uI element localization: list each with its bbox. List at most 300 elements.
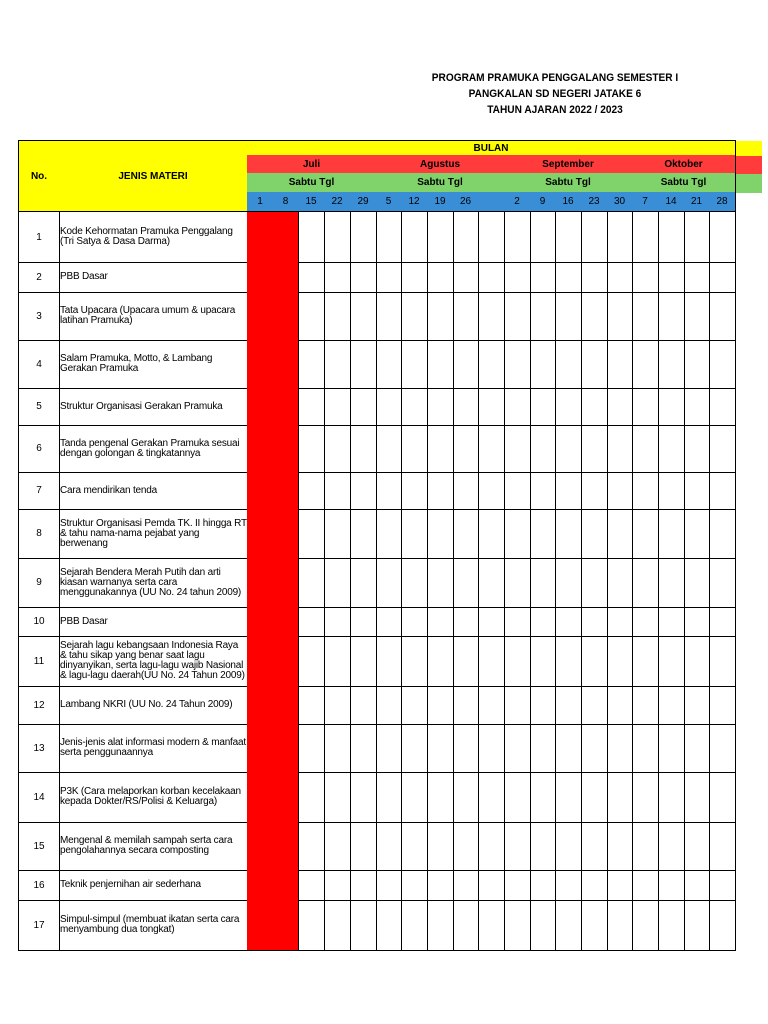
schedule-cell[interactable] — [504, 822, 531, 871]
schedule-cell[interactable] — [658, 509, 685, 559]
schedule-cell[interactable] — [298, 388, 325, 426]
schedule-cell[interactable] — [555, 425, 582, 473]
schedule-cell[interactable] — [684, 822, 710, 871]
schedule-cell[interactable] — [632, 724, 659, 773]
schedule-cell[interactable] — [709, 472, 736, 510]
schedule-cell[interactable] — [427, 340, 454, 389]
schedule-cell[interactable] — [530, 772, 556, 823]
schedule-cell[interactable] — [684, 870, 710, 901]
schedule-cell[interactable] — [530, 686, 556, 725]
schedule-cell[interactable] — [324, 607, 351, 637]
schedule-cell[interactable] — [632, 509, 659, 559]
schedule-cell[interactable] — [324, 772, 351, 823]
schedule-cell[interactable] — [478, 724, 505, 773]
schedule-cell[interactable] — [324, 870, 351, 901]
schedule-cell[interactable] — [684, 607, 710, 637]
schedule-cell[interactable] — [658, 870, 685, 901]
schedule-cell[interactable] — [632, 212, 659, 263]
marked-cell[interactable] — [273, 772, 299, 823]
schedule-cell[interactable] — [607, 724, 633, 773]
schedule-cell[interactable] — [581, 636, 608, 687]
schedule-cell[interactable] — [350, 558, 377, 608]
schedule-cell[interactable] — [504, 340, 531, 389]
schedule-cell[interactable] — [478, 870, 505, 901]
schedule-cell[interactable] — [478, 558, 505, 608]
schedule-cell[interactable] — [632, 262, 659, 293]
marked-cell[interactable] — [273, 472, 299, 510]
schedule-cell[interactable] — [607, 472, 633, 510]
schedule-cell[interactable] — [376, 607, 402, 637]
schedule-cell[interactable] — [376, 472, 402, 510]
schedule-cell[interactable] — [632, 472, 659, 510]
schedule-cell[interactable] — [350, 509, 377, 559]
schedule-cell[interactable] — [607, 558, 633, 608]
schedule-cell[interactable] — [324, 822, 351, 871]
schedule-cell[interactable] — [324, 262, 351, 293]
schedule-cell[interactable] — [401, 870, 428, 901]
marked-cell[interactable] — [247, 262, 274, 293]
schedule-cell[interactable] — [427, 724, 454, 773]
schedule-cell[interactable] — [478, 340, 505, 389]
schedule-cell[interactable] — [298, 558, 325, 608]
schedule-cell[interactable] — [709, 292, 736, 341]
schedule-cell[interactable] — [376, 262, 402, 293]
marked-cell[interactable] — [247, 724, 274, 773]
schedule-cell[interactable] — [427, 388, 454, 426]
schedule-cell[interactable] — [555, 509, 582, 559]
schedule-cell[interactable] — [530, 472, 556, 510]
schedule-cell[interactable] — [555, 262, 582, 293]
schedule-cell[interactable] — [530, 262, 556, 293]
marked-cell[interactable] — [273, 425, 299, 473]
schedule-cell[interactable] — [401, 772, 428, 823]
schedule-cell[interactable] — [530, 212, 556, 263]
schedule-cell[interactable] — [581, 212, 608, 263]
schedule-cell[interactable] — [350, 340, 377, 389]
schedule-cell[interactable] — [632, 822, 659, 871]
schedule-cell[interactable] — [709, 340, 736, 389]
schedule-cell[interactable] — [350, 262, 377, 293]
schedule-cell[interactable] — [478, 772, 505, 823]
schedule-cell[interactable] — [401, 292, 428, 341]
schedule-cell[interactable] — [632, 607, 659, 637]
schedule-cell[interactable] — [504, 472, 531, 510]
schedule-cell[interactable] — [555, 686, 582, 725]
schedule-cell[interactable] — [555, 292, 582, 341]
schedule-cell[interactable] — [298, 472, 325, 510]
schedule-cell[interactable] — [376, 686, 402, 725]
schedule-cell[interactable] — [709, 212, 736, 263]
marked-cell[interactable] — [247, 425, 274, 473]
schedule-cell[interactable] — [581, 870, 608, 901]
schedule-cell[interactable] — [684, 262, 710, 293]
marked-cell[interactable] — [273, 388, 299, 426]
schedule-cell[interactable] — [709, 900, 736, 951]
schedule-cell[interactable] — [298, 509, 325, 559]
schedule-cell[interactable] — [709, 686, 736, 725]
schedule-cell[interactable] — [658, 900, 685, 951]
schedule-cell[interactable] — [298, 724, 325, 773]
schedule-cell[interactable] — [632, 340, 659, 389]
marked-cell[interactable] — [247, 870, 274, 901]
schedule-cell[interactable] — [607, 388, 633, 426]
schedule-cell[interactable] — [453, 822, 479, 871]
marked-cell[interactable] — [273, 636, 299, 687]
schedule-cell[interactable] — [658, 607, 685, 637]
schedule-cell[interactable] — [478, 472, 505, 510]
schedule-cell[interactable] — [350, 472, 377, 510]
schedule-cell[interactable] — [401, 388, 428, 426]
schedule-cell[interactable] — [401, 900, 428, 951]
schedule-cell[interactable] — [555, 900, 582, 951]
schedule-cell[interactable] — [427, 870, 454, 901]
schedule-cell[interactable] — [324, 686, 351, 725]
marked-cell[interactable] — [247, 472, 274, 510]
schedule-cell[interactable] — [453, 425, 479, 473]
schedule-cell[interactable] — [658, 425, 685, 473]
schedule-cell[interactable] — [401, 607, 428, 637]
marked-cell[interactable] — [273, 822, 299, 871]
schedule-cell[interactable] — [555, 636, 582, 687]
schedule-cell[interactable] — [376, 636, 402, 687]
schedule-cell[interactable] — [658, 686, 685, 725]
schedule-cell[interactable] — [504, 724, 531, 773]
schedule-cell[interactable] — [453, 212, 479, 263]
schedule-cell[interactable] — [401, 822, 428, 871]
schedule-cell[interactable] — [555, 724, 582, 773]
schedule-cell[interactable] — [298, 900, 325, 951]
schedule-cell[interactable] — [607, 636, 633, 687]
schedule-cell[interactable] — [581, 900, 608, 951]
schedule-cell[interactable] — [478, 388, 505, 426]
schedule-cell[interactable] — [401, 558, 428, 608]
marked-cell[interactable] — [247, 292, 274, 341]
schedule-cell[interactable] — [298, 870, 325, 901]
schedule-cell[interactable] — [298, 425, 325, 473]
schedule-cell[interactable] — [607, 900, 633, 951]
marked-cell[interactable] — [247, 900, 274, 951]
schedule-cell[interactable] — [607, 607, 633, 637]
schedule-cell[interactable] — [376, 212, 402, 263]
schedule-cell[interactable] — [632, 636, 659, 687]
schedule-cell[interactable] — [453, 636, 479, 687]
schedule-cell[interactable] — [298, 772, 325, 823]
schedule-cell[interactable] — [350, 772, 377, 823]
marked-cell[interactable] — [273, 900, 299, 951]
marked-cell[interactable] — [273, 340, 299, 389]
marked-cell[interactable] — [247, 607, 274, 637]
schedule-cell[interactable] — [504, 686, 531, 725]
schedule-cell[interactable] — [427, 509, 454, 559]
schedule-cell[interactable] — [478, 900, 505, 951]
schedule-cell[interactable] — [555, 558, 582, 608]
schedule-cell[interactable] — [658, 772, 685, 823]
schedule-cell[interactable] — [581, 607, 608, 637]
schedule-cell[interactable] — [478, 212, 505, 263]
schedule-cell[interactable] — [684, 212, 710, 263]
schedule-cell[interactable] — [684, 472, 710, 510]
schedule-cell[interactable] — [324, 472, 351, 510]
schedule-cell[interactable] — [324, 558, 351, 608]
schedule-cell[interactable] — [401, 425, 428, 473]
schedule-cell[interactable] — [684, 425, 710, 473]
marked-cell[interactable] — [247, 558, 274, 608]
schedule-cell[interactable] — [453, 900, 479, 951]
schedule-cell[interactable] — [478, 262, 505, 293]
schedule-cell[interactable] — [504, 772, 531, 823]
schedule-cell[interactable] — [530, 558, 556, 608]
schedule-cell[interactable] — [427, 292, 454, 341]
schedule-cell[interactable] — [427, 472, 454, 510]
schedule-cell[interactable] — [324, 724, 351, 773]
schedule-cell[interactable] — [684, 724, 710, 773]
schedule-cell[interactable] — [298, 292, 325, 341]
schedule-cell[interactable] — [684, 686, 710, 725]
schedule-cell[interactable] — [658, 340, 685, 389]
schedule-cell[interactable] — [504, 558, 531, 608]
schedule-cell[interactable] — [324, 509, 351, 559]
schedule-cell[interactable] — [581, 509, 608, 559]
schedule-cell[interactable] — [658, 472, 685, 510]
schedule-cell[interactable] — [504, 262, 531, 293]
schedule-cell[interactable] — [709, 724, 736, 773]
schedule-cell[interactable] — [324, 388, 351, 426]
schedule-cell[interactable] — [350, 636, 377, 687]
schedule-cell[interactable] — [298, 686, 325, 725]
schedule-cell[interactable] — [530, 870, 556, 901]
schedule-cell[interactable] — [555, 388, 582, 426]
schedule-cell[interactable] — [504, 509, 531, 559]
schedule-cell[interactable] — [453, 772, 479, 823]
schedule-cell[interactable] — [709, 772, 736, 823]
schedule-cell[interactable] — [453, 388, 479, 426]
schedule-cell[interactable] — [581, 686, 608, 725]
schedule-cell[interactable] — [427, 262, 454, 293]
schedule-cell[interactable] — [427, 607, 454, 637]
schedule-cell[interactable] — [581, 472, 608, 510]
schedule-cell[interactable] — [350, 425, 377, 473]
schedule-cell[interactable] — [376, 870, 402, 901]
schedule-cell[interactable] — [581, 822, 608, 871]
schedule-cell[interactable] — [555, 772, 582, 823]
schedule-cell[interactable] — [427, 822, 454, 871]
schedule-cell[interactable] — [530, 900, 556, 951]
schedule-cell[interactable] — [709, 870, 736, 901]
marked-cell[interactable] — [247, 772, 274, 823]
schedule-cell[interactable] — [607, 870, 633, 901]
schedule-cell[interactable] — [376, 509, 402, 559]
schedule-cell[interactable] — [376, 425, 402, 473]
schedule-cell[interactable] — [298, 636, 325, 687]
schedule-cell[interactable] — [401, 686, 428, 725]
schedule-cell[interactable] — [298, 262, 325, 293]
schedule-cell[interactable] — [453, 724, 479, 773]
schedule-cell[interactable] — [530, 292, 556, 341]
marked-cell[interactable] — [273, 558, 299, 608]
marked-cell[interactable] — [247, 509, 274, 559]
schedule-cell[interactable] — [324, 292, 351, 341]
schedule-cell[interactable] — [324, 340, 351, 389]
schedule-cell[interactable] — [350, 686, 377, 725]
marked-cell[interactable] — [273, 212, 299, 263]
schedule-cell[interactable] — [324, 425, 351, 473]
schedule-cell[interactable] — [658, 822, 685, 871]
schedule-cell[interactable] — [530, 388, 556, 426]
schedule-cell[interactable] — [632, 900, 659, 951]
schedule-cell[interactable] — [658, 262, 685, 293]
schedule-cell[interactable] — [453, 558, 479, 608]
schedule-cell[interactable] — [324, 636, 351, 687]
schedule-cell[interactable] — [376, 772, 402, 823]
marked-cell[interactable] — [247, 636, 274, 687]
schedule-cell[interactable] — [632, 558, 659, 608]
schedule-cell[interactable] — [530, 607, 556, 637]
schedule-cell[interactable] — [427, 636, 454, 687]
schedule-cell[interactable] — [658, 558, 685, 608]
schedule-cell[interactable] — [504, 900, 531, 951]
schedule-cell[interactable] — [632, 772, 659, 823]
marked-cell[interactable] — [273, 870, 299, 901]
schedule-cell[interactable] — [555, 870, 582, 901]
schedule-cell[interactable] — [555, 340, 582, 389]
schedule-cell[interactable] — [684, 772, 710, 823]
schedule-cell[interactable] — [350, 212, 377, 263]
schedule-cell[interactable] — [376, 900, 402, 951]
schedule-cell[interactable] — [504, 425, 531, 473]
schedule-cell[interactable] — [530, 636, 556, 687]
schedule-cell[interactable] — [684, 558, 710, 608]
schedule-cell[interactable] — [427, 212, 454, 263]
schedule-cell[interactable] — [684, 340, 710, 389]
schedule-cell[interactable] — [607, 262, 633, 293]
schedule-cell[interactable] — [427, 686, 454, 725]
schedule-cell[interactable] — [632, 292, 659, 341]
schedule-cell[interactable] — [478, 509, 505, 559]
schedule-cell[interactable] — [376, 340, 402, 389]
marked-cell[interactable] — [247, 686, 274, 725]
schedule-cell[interactable] — [298, 822, 325, 871]
schedule-cell[interactable] — [376, 388, 402, 426]
schedule-cell[interactable] — [478, 686, 505, 725]
schedule-cell[interactable] — [581, 772, 608, 823]
schedule-cell[interactable] — [555, 822, 582, 871]
schedule-cell[interactable] — [453, 607, 479, 637]
schedule-cell[interactable] — [658, 724, 685, 773]
marked-cell[interactable] — [273, 262, 299, 293]
schedule-cell[interactable] — [632, 425, 659, 473]
schedule-cell[interactable] — [350, 607, 377, 637]
schedule-cell[interactable] — [709, 425, 736, 473]
schedule-cell[interactable] — [401, 262, 428, 293]
schedule-cell[interactable] — [607, 425, 633, 473]
schedule-cell[interactable] — [324, 900, 351, 951]
schedule-cell[interactable] — [350, 292, 377, 341]
schedule-cell[interactable] — [504, 636, 531, 687]
schedule-cell[interactable] — [607, 340, 633, 389]
schedule-cell[interactable] — [504, 388, 531, 426]
schedule-cell[interactable] — [298, 340, 325, 389]
schedule-cell[interactable] — [376, 558, 402, 608]
schedule-cell[interactable] — [298, 212, 325, 263]
schedule-cell[interactable] — [530, 340, 556, 389]
schedule-cell[interactable] — [581, 292, 608, 341]
schedule-cell[interactable] — [581, 262, 608, 293]
schedule-cell[interactable] — [684, 388, 710, 426]
schedule-cell[interactable] — [453, 340, 479, 389]
schedule-cell[interactable] — [632, 870, 659, 901]
schedule-cell[interactable] — [376, 292, 402, 341]
schedule-cell[interactable] — [401, 472, 428, 510]
schedule-cell[interactable] — [350, 388, 377, 426]
schedule-cell[interactable] — [401, 509, 428, 559]
schedule-cell[interactable] — [478, 636, 505, 687]
schedule-cell[interactable] — [684, 636, 710, 687]
schedule-cell[interactable] — [530, 509, 556, 559]
schedule-cell[interactable] — [684, 900, 710, 951]
schedule-cell[interactable] — [709, 388, 736, 426]
schedule-cell[interactable] — [658, 212, 685, 263]
marked-cell[interactable] — [273, 292, 299, 341]
schedule-cell[interactable] — [504, 212, 531, 263]
schedule-cell[interactable] — [709, 822, 736, 871]
schedule-cell[interactable] — [350, 900, 377, 951]
marked-cell[interactable] — [247, 340, 274, 389]
schedule-cell[interactable] — [581, 425, 608, 473]
schedule-cell[interactable] — [504, 292, 531, 341]
schedule-cell[interactable] — [530, 425, 556, 473]
schedule-cell[interactable] — [709, 262, 736, 293]
schedule-cell[interactable] — [427, 425, 454, 473]
marked-cell[interactable] — [247, 388, 274, 426]
schedule-cell[interactable] — [298, 607, 325, 637]
schedule-cell[interactable] — [658, 388, 685, 426]
schedule-cell[interactable] — [453, 292, 479, 341]
schedule-cell[interactable] — [581, 724, 608, 773]
schedule-cell[interactable] — [555, 607, 582, 637]
schedule-cell[interactable] — [324, 212, 351, 263]
schedule-cell[interactable] — [504, 870, 531, 901]
schedule-cell[interactable] — [607, 292, 633, 341]
schedule-cell[interactable] — [478, 425, 505, 473]
schedule-cell[interactable] — [427, 900, 454, 951]
schedule-cell[interactable] — [376, 724, 402, 773]
schedule-cell[interactable] — [709, 636, 736, 687]
marked-cell[interactable] — [247, 212, 274, 263]
schedule-cell[interactable] — [684, 509, 710, 559]
schedule-cell[interactable] — [504, 607, 531, 637]
schedule-cell[interactable] — [376, 822, 402, 871]
schedule-cell[interactable] — [427, 772, 454, 823]
schedule-cell[interactable] — [350, 870, 377, 901]
marked-cell[interactable] — [247, 822, 274, 871]
schedule-cell[interactable] — [581, 388, 608, 426]
schedule-cell[interactable] — [530, 724, 556, 773]
schedule-cell[interactable] — [632, 686, 659, 725]
schedule-cell[interactable] — [453, 686, 479, 725]
schedule-cell[interactable] — [555, 472, 582, 510]
schedule-cell[interactable] — [632, 388, 659, 426]
schedule-cell[interactable] — [453, 870, 479, 901]
marked-cell[interactable] — [273, 724, 299, 773]
schedule-cell[interactable] — [555, 212, 582, 263]
marked-cell[interactable] — [273, 686, 299, 725]
schedule-cell[interactable] — [658, 292, 685, 341]
schedule-cell[interactable] — [581, 558, 608, 608]
schedule-cell[interactable] — [530, 822, 556, 871]
schedule-cell[interactable] — [453, 509, 479, 559]
schedule-cell[interactable] — [607, 822, 633, 871]
schedule-cell[interactable] — [658, 636, 685, 687]
